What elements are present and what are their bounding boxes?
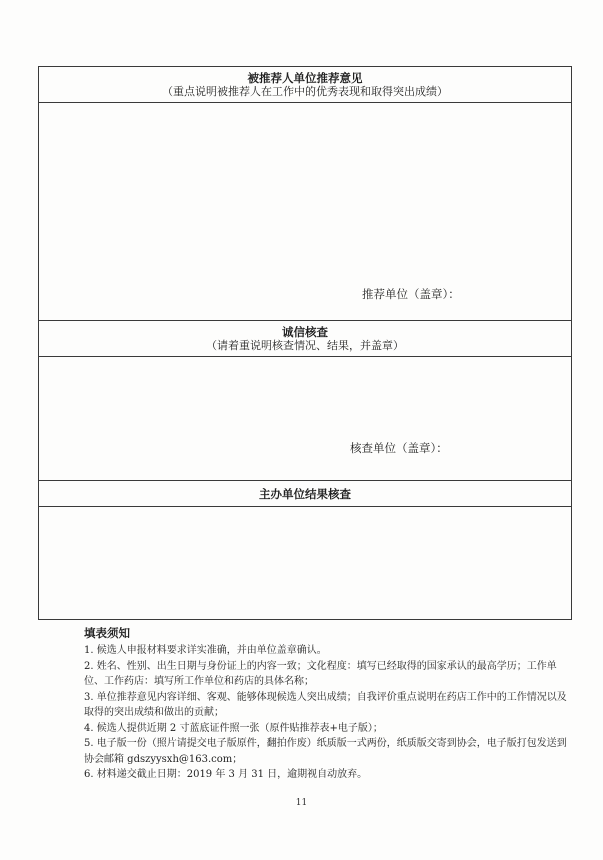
instruction-item-4: 4. 候选人提供近期 2 寸蓝底证件照一张（原件贴推荐表+电子版）； xyxy=(84,722,383,734)
instruction-item-1: 1. 候选人申报材料要求详实准确，并由单位盖章确认。 xyxy=(84,645,327,656)
instruction-item-6: 6. 材料递交截止日期：2019 年 3 月 31 日，逾期视自动放弃。 xyxy=(84,769,368,780)
integrity-check-body[interactable] xyxy=(39,357,571,481)
integrity-check-title: 诚信核查 xyxy=(282,325,328,339)
form-instructions xyxy=(84,625,572,783)
recommendation-form-table xyxy=(38,66,572,620)
unit-recommendation-title: 被推荐人单位推荐意见 xyxy=(247,71,363,85)
instruction-item-5: 5. 电子版一份（照片请提交电子版原件，翻拍作废）纸质版一式两份，纸质版交寄到协会，电子版打包发送到协会邮箱 gdszyysxh@163.com； xyxy=(84,738,567,765)
organizer-review-title: 主办单位结果核查 xyxy=(259,487,351,501)
instruction-item-2: 2. 姓名、性别、出生日期与身份证上的内容一致；文化程度：填写已经取得的国家承认的最高学历；工作单位、工作药店：填写所工作单位和药店的具体名称； xyxy=(84,660,557,687)
organizer-review-body[interactable] xyxy=(39,507,571,619)
integrity-check-header xyxy=(39,321,571,357)
instruction-item-3: 3. 单位推荐意见内容详细、客观、能够体现候选人突出成绩；自我评价重点说明在药店工作中的工作情况以及取得的突出成绩和做出的贡献； xyxy=(84,691,567,718)
instructions-title: 填表须知 xyxy=(84,626,130,640)
verifying-unit-stamp-label: 核查单位（盖章）： xyxy=(350,441,448,455)
organizer-review-header xyxy=(39,481,571,507)
unit-recommendation-body[interactable] xyxy=(39,103,571,321)
recommending-unit-stamp-label: 推荐单位（盖章）： xyxy=(362,287,460,301)
integrity-check-subtitle: （请着重说明核查情况、结果，并盖章） xyxy=(206,339,404,352)
unit-recommendation-header xyxy=(39,67,571,103)
unit-recommendation-subtitle: （重点说明被推荐人在工作中的优秀表现和取得突出成绩） xyxy=(162,85,448,98)
page-number: 11 xyxy=(295,798,308,808)
